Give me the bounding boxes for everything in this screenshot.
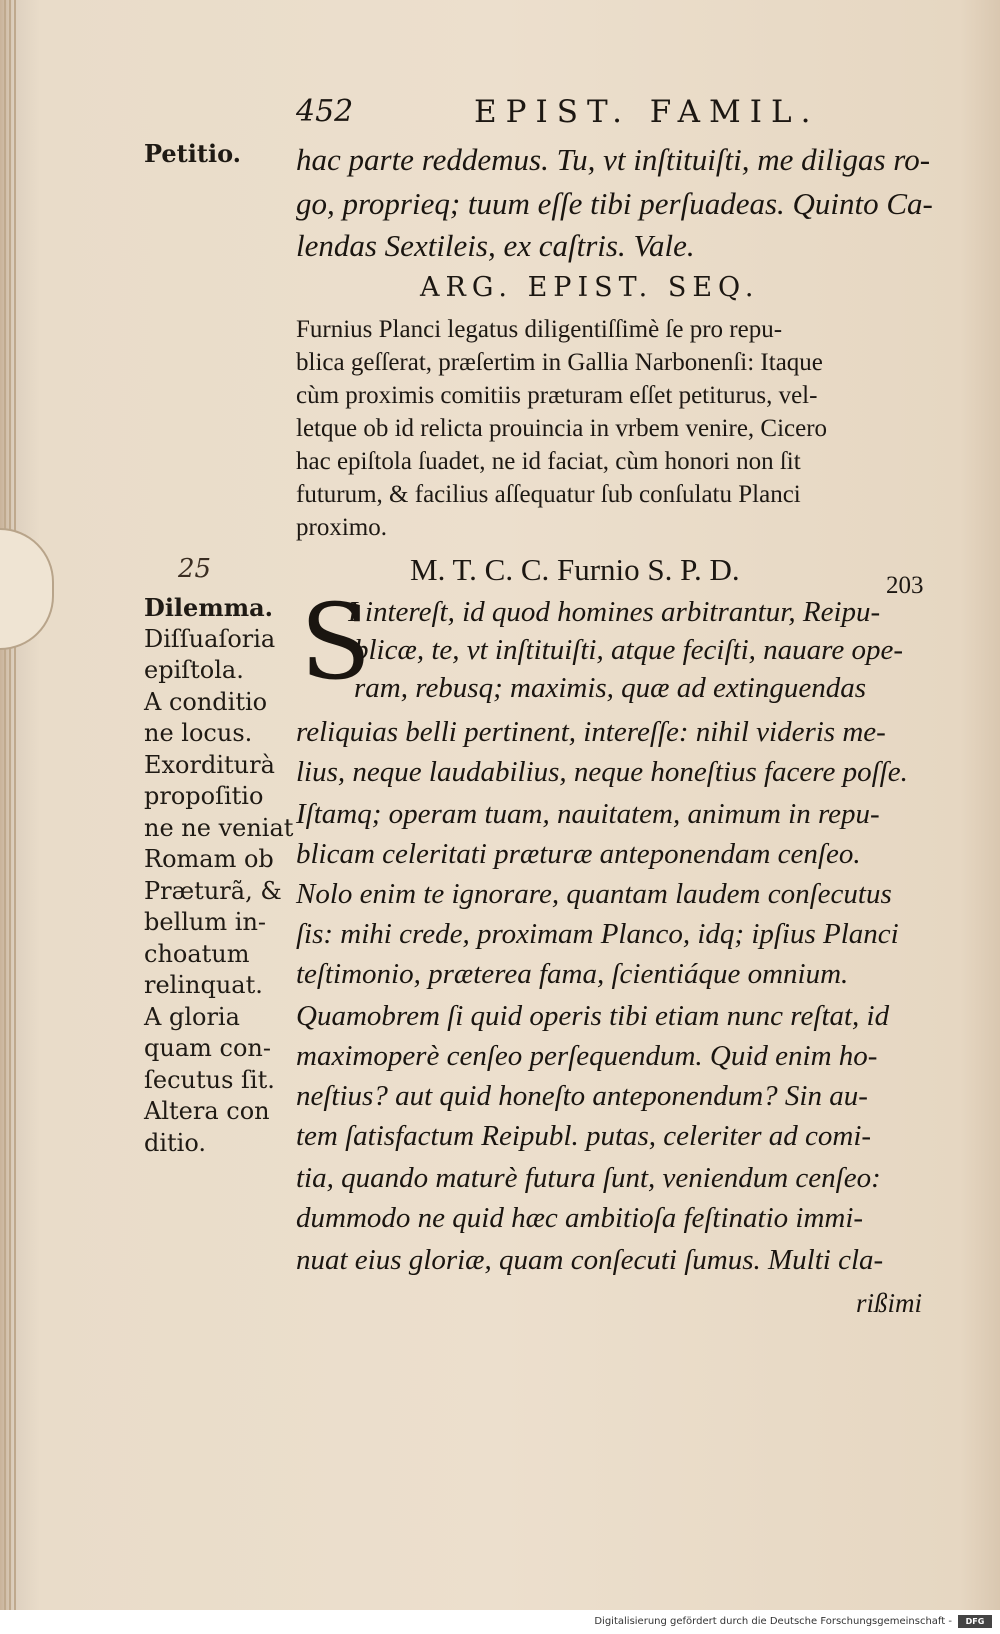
- text-line: go, proprieq; tuum eſſe tibi perſuadeas. Quinto Ca-: [296, 186, 933, 221]
- handwritten-number: 25: [178, 554, 212, 584]
- text-line: dummodo ne quid hæc ambitioſa feſtinatio immi-: [296, 1202, 864, 1234]
- margin-note: ſecutus ſit.: [144, 1065, 275, 1094]
- text-line: hac parte reddemus. Tu, vt inſtituiſti, me diligas ro-: [296, 142, 931, 177]
- text-line: proximo.: [296, 514, 387, 541]
- margin-note: Diſſuaſoria: [144, 624, 276, 653]
- margin-note: epiſtola.: [144, 656, 244, 684]
- text-line: lius, neque laudabilius, neque honeſtius facere poſſe.: [296, 756, 908, 788]
- catchword: rißimi: [856, 1288, 923, 1318]
- margin-note: ditio.: [144, 1128, 207, 1157]
- margin-note: choatum: [144, 939, 250, 968]
- text-line: Nolo enim te ignorare, quantam laudem conſecutus: [296, 878, 892, 910]
- text-line: teſtimonio, præterea fama, ſcientiáque omnium.: [296, 958, 849, 990]
- text-line: Furnius Planci legatus diligentiſſimè ſe pro repu-: [296, 316, 783, 343]
- text-line: Iſtamq; operam tuam, nauitatem, animum in repu-: [296, 798, 880, 830]
- letter-salutation: M. T. C. C. Furnio S. P. D.: [410, 552, 740, 587]
- margin-note: quam con-: [144, 1034, 271, 1062]
- dfg-logo: DFG: [958, 1615, 992, 1628]
- margin-note: Præturã, &: [144, 876, 282, 905]
- page-number-right: 203: [886, 572, 924, 599]
- funding-credit: Digitalisierung gefördert durch die Deutsche Forschungsgemeinschaft -: [594, 1616, 952, 1627]
- text-line: blicam celeritati præturæ anteponendam cenſeo.: [296, 838, 861, 870]
- footer-bar: [0, 1610, 1000, 1634]
- margin-note: Exorditurà: [144, 750, 275, 779]
- margin-note: A conditio: [144, 687, 268, 716]
- page-edge: [14, 0, 16, 1610]
- text-line: maximoperè cenſeo perſequendum. Quid enim ho-: [296, 1040, 878, 1072]
- margin-note: Romam ob: [144, 845, 274, 873]
- text-line: tem ſatisfactum Reipubl. putas, celeriter ad comi-: [296, 1120, 872, 1152]
- text-line: Quamobrem ſi quid operis tibi etiam nunc reſtat, id: [296, 1000, 890, 1032]
- page-edge: [4, 0, 6, 1610]
- text-line: blicæ, te, vt inſtituiſti, atque feciſti, nauare ope-: [354, 634, 904, 666]
- margin-note: A gloria: [144, 1002, 240, 1031]
- margin-note: Altera con: [144, 1097, 270, 1125]
- margin-notes: [144, 592, 293, 1159]
- running-head: EPIST. FAMIL.: [474, 94, 820, 130]
- page-edge: [9, 0, 11, 1610]
- margin-note-petitio: Petitio.: [144, 139, 242, 168]
- text-line: tia, quando maturè futura ſunt, veniendum cenſeo:: [296, 1162, 881, 1194]
- margin-note: relinquat.: [144, 971, 263, 999]
- text-line: letque ob id relicta prouincia in vrbem venire, Cicero: [296, 415, 828, 442]
- margin-note: ne locus.: [144, 719, 253, 747]
- margin-note: bellum in-: [144, 908, 267, 936]
- margin-note: propoſitio: [144, 782, 264, 810]
- text-line: ram, rebusq; maximis, quæ ad extinguendas: [354, 672, 867, 704]
- text-line: reliquias belli pertinent, intereſſe: nihil videris me-: [296, 716, 886, 748]
- text-line: neſtius? aut quid honeſto anteponendum? Sin au-: [296, 1080, 868, 1112]
- text-line: hac epiſtola ſuadet, ne id faciat, cùm honori non ſit: [296, 448, 801, 475]
- folio-number: 452: [296, 94, 354, 129]
- text-line: I intereſt, id quod homines arbitrantur, Reipu-: [348, 596, 881, 628]
- text-line: lendas Sextileis, ex caſtris. Vale.: [296, 228, 695, 263]
- text-line: cùm proximis comitiis præturam eſſet petiturus, vel-: [296, 382, 818, 409]
- text-line: blica geſſerat, præſertim in Gallia Narbonenſi: Itaque: [296, 349, 823, 376]
- margin-note: ne ne veniat: [144, 813, 294, 842]
- argument-title: ARG. EPIST. SEQ.: [420, 272, 760, 303]
- text-line: ſis: mihi crede, proximam Planco, idq; ipſius Planci: [296, 918, 899, 950]
- text-line: nuat eius gloriæ, quam conſecuti ſumus. Multi cla-: [296, 1244, 884, 1276]
- thumb-tab: [0, 528, 54, 650]
- drop-capital: S: [300, 581, 372, 703]
- margin-note: Dilemma.: [144, 593, 274, 622]
- text-line: futurum, & facilius aſſequatur ſub conſulatu Planci: [296, 481, 801, 508]
